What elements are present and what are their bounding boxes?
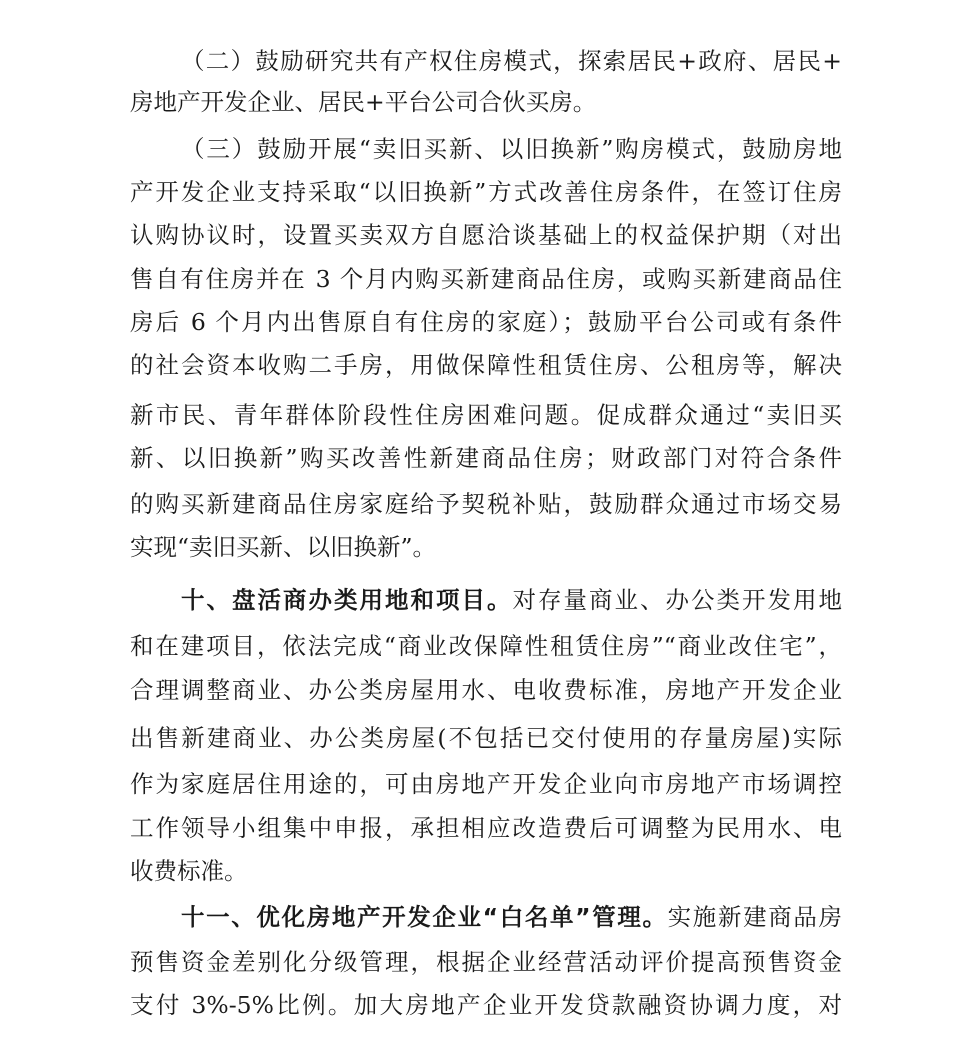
paragraph-3-line-4: 售自有住房并在 3 个月内购买新建商品住房，或购买新建商品住 <box>130 265 842 293</box>
paragraph-3-line-8: 新、以旧换新”购买改善性新建商品住房；财政部门对符合条件 <box>130 444 842 472</box>
paragraph-10-line-7: 收费标准。 <box>130 857 248 885</box>
section-11-first-line-text: 实施新建商品房 <box>667 903 843 931</box>
paragraph-10-line-5: 作为家庭居住用途的，可由房地产开发企业向市房地产市场调控 <box>130 770 842 798</box>
section-10-heading: 十、盘活商办类用地和项目。 <box>181 586 513 614</box>
paragraph-3-line-1: （三）鼓励开展“卖旧买新、以旧换新”购房模式，鼓励房地 <box>181 135 842 163</box>
paragraph-10-line-4: 出售新建商业、办公类房屋(不包括已交付使用的存量房屋)实际 <box>130 724 842 752</box>
paragraph-3-line-7: 新市民、青年群体阶段性住房困难问题。促成群众通过“卖旧买 <box>130 401 842 429</box>
paragraph-3-line-3: 认购协议时，设置买卖双方自愿洽谈基础上的权益保护期（对出 <box>130 221 842 249</box>
paragraph-10-line-3: 合理调整商业、办公类房屋用水、电收费标准，房地产开发企业 <box>130 676 842 704</box>
paragraph-11-line-1 <box>181 897 842 937</box>
section-10-first-line-text: 对存量商业、办公类开发用地 <box>512 586 842 614</box>
paragraph-10-line-1 <box>181 580 842 620</box>
paragraph-11-line-2: 预售资金差别化分级管理，根据企业经营活动评价提高预售资金 <box>130 948 842 976</box>
paragraph-2-line-2: 房地产开发企业、居民+平台公司合伙买房。 <box>130 88 597 116</box>
paragraph-2-line-1: （二）鼓励研究共有产权住房模式，探索居民+政府、居民+ <box>181 47 842 75</box>
paragraph-3-line-9: 的购买新建商品住房家庭给予契税补贴，鼓励群众通过市场交易 <box>130 490 842 518</box>
section-11-heading: 十一、优化房地产开发企业“白名单”管理。 <box>181 903 668 931</box>
paragraph-3-line-5: 房后 6 个月内出售原自有住房的家庭）；鼓励平台公司或有条件 <box>130 308 842 336</box>
paragraph-10-line-6: 工作领导小组集中申报，承担相应改造费后可调整为民用水、电 <box>130 814 842 842</box>
paragraph-11-line-3: 支付 3%-5%比例。加大房地产企业开发贷款融资协调力度，对 <box>130 991 842 1019</box>
paragraph-10-line-2: 和在建项目，依法完成“商业改保障性租赁住房”“商业改住宅”， <box>130 632 842 660</box>
paragraph-3-line-10: 实现“卖旧买新、以旧换新”。 <box>130 533 437 561</box>
paragraph-3-line-2: 产开发企业支持采取“以旧换新”方式改善住房条件，在签订住房 <box>130 178 842 206</box>
paragraph-3-line-6: 的社会资本收购二手房，用做保障性租赁住房、公租房等，解决 <box>130 351 842 379</box>
